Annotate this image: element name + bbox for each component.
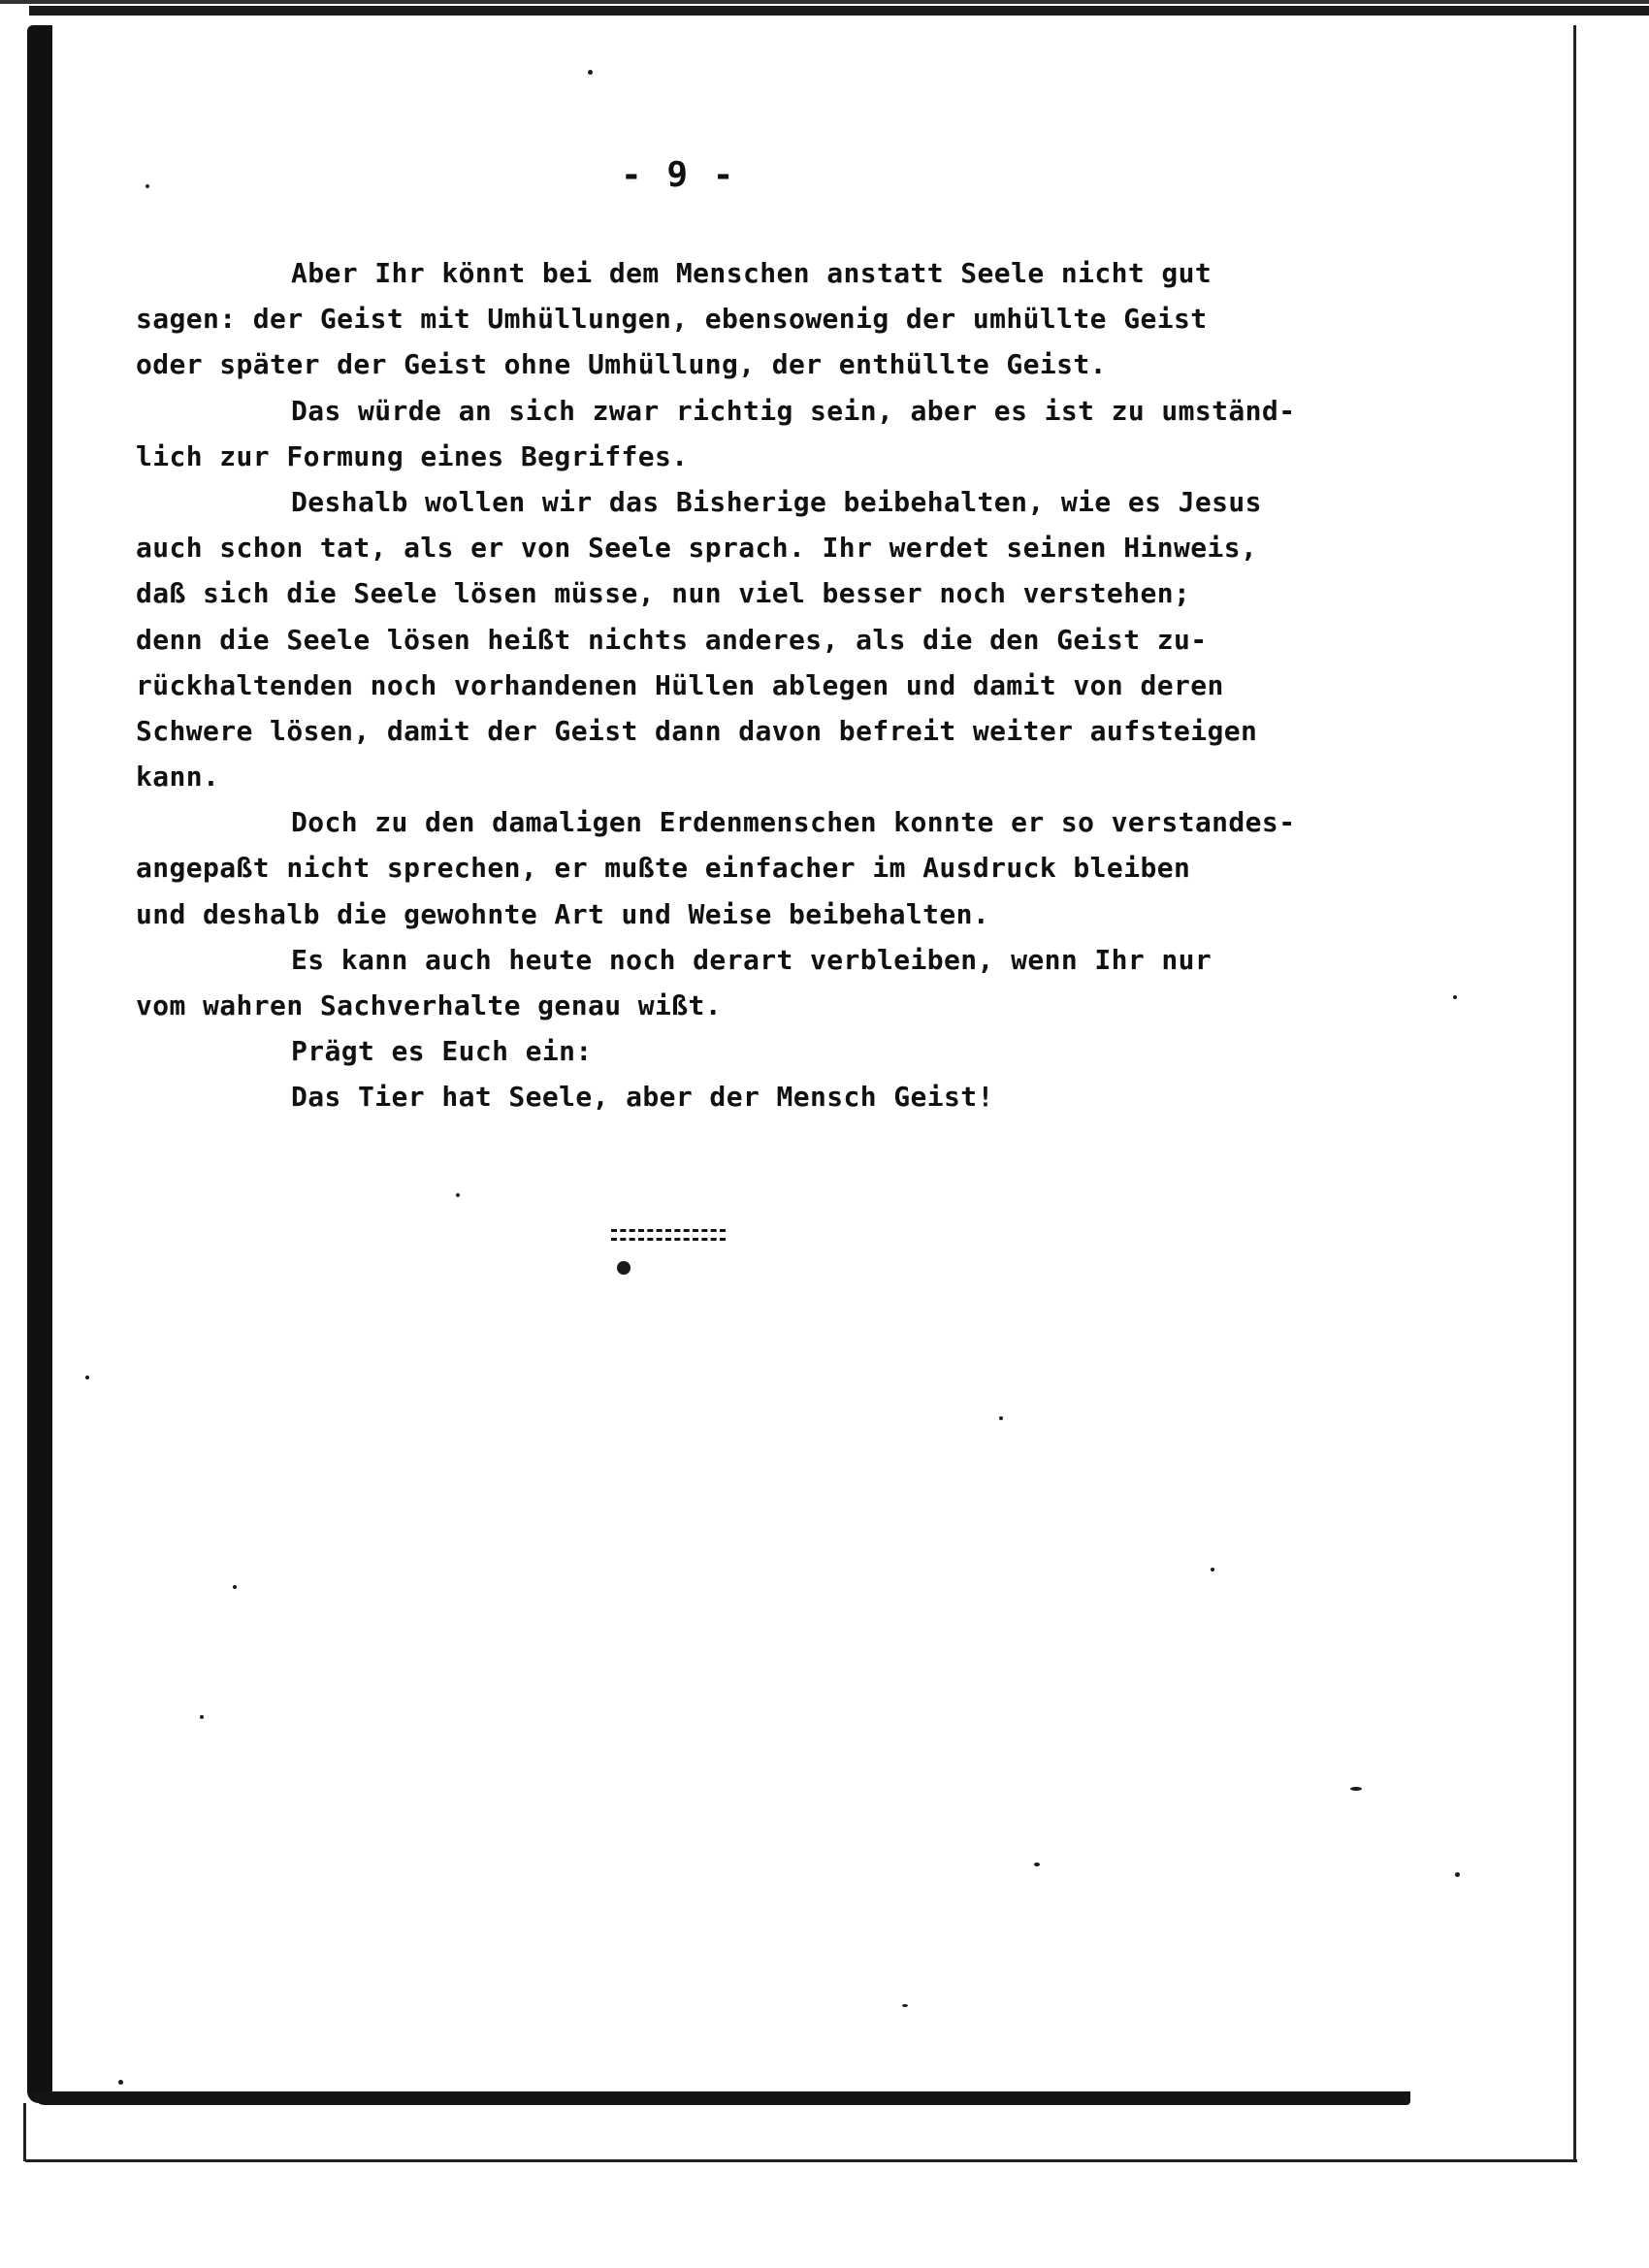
text-line: Doch zu den damaligen Erdenmenschen konnte er so verstandes-: [291, 806, 1296, 839]
text-line: kann.: [136, 761, 220, 794]
scan-left-edge-low: [23, 2103, 26, 2161]
scan-speck: [1453, 995, 1457, 999]
text-line: sagen: der Geist mit Umhüllungen, ebensowenig der umhüllte Geist: [136, 303, 1208, 336]
scan-right-edge: [1573, 25, 1576, 2159]
scan-speck: [456, 1193, 460, 1197]
text-line: Deshalb wollen wir das Bisherige beibehalten, wie es Jesus: [291, 485, 1262, 518]
scan-speck: [118, 2080, 123, 2085]
scan-speck: [1455, 1872, 1460, 1877]
scan-bottom-border: [33, 2091, 1410, 2105]
text-line: Schwere lösen, damit der Geist dann davon befreit weiter aufsteigen: [136, 714, 1258, 747]
text-line: lich zur Formung eines Begriffes.: [136, 439, 689, 472]
text-line: und deshalb die gewohnte Art und Weise beibehalten.: [136, 897, 990, 930]
text-line: rückhaltenden noch vorhandenen Hüllen ablegen und damit von deren: [136, 668, 1224, 701]
scan-speck: [588, 70, 593, 75]
page-number: - 9 -: [621, 155, 736, 195]
scan-speck: [1034, 1863, 1040, 1866]
text-line: daß sich die Seele lösen müsse, nun viel besser noch verstehen;: [136, 577, 1191, 610]
scan-speck: [1211, 1568, 1214, 1571]
scan-left-border: [27, 25, 52, 2103]
scan-speck: [85, 1376, 89, 1379]
text-line: vom wahren Sachverhalte genau wißt.: [136, 989, 723, 1021]
scan-speck: [902, 2004, 908, 2007]
scan-speck: [233, 1585, 237, 1589]
scan-speck: [999, 1416, 1003, 1420]
text-line: denn die Seele lösen heißt nichts anderes, als die den Geist zu-: [136, 623, 1208, 656]
text-line: Es kann auch heute noch derart verbleiben, wenn Ihr nur: [291, 943, 1212, 976]
scan-top-border: [29, 6, 1649, 16]
text-line: Prägt es Euch ein:: [291, 1035, 593, 1068]
scan-speck: [1350, 1787, 1362, 1791]
section-divider: [611, 1229, 726, 1241]
scan-top-edge: [0, 0, 1649, 4]
document-body: [136, 250, 1455, 1120]
scan-speck: [200, 1715, 204, 1719]
text-line: Das Tier hat Seele, aber der Mensch Geist!: [291, 1081, 994, 1114]
text-line: angepaßt nicht sprechen, er mußte einfacher im Ausdruck bleiben: [136, 852, 1191, 885]
scan-bottom-edge: [25, 2159, 1577, 2162]
scan-speck: [146, 184, 149, 188]
scan-speck: [617, 1261, 630, 1275]
text-line: auch schon tat, als er von Seele sprach. Ihr werdet seinen Hinweis,: [136, 532, 1258, 565]
text-line: oder später der Geist ohne Umhüllung, der enthüllte Geist.: [136, 348, 1107, 381]
text-line: Aber Ihr könnt bei dem Menschen anstatt Seele nicht gut: [291, 257, 1212, 289]
text-line: Das würde an sich zwar richtig sein, aber es ist zu umständ-: [291, 394, 1296, 427]
